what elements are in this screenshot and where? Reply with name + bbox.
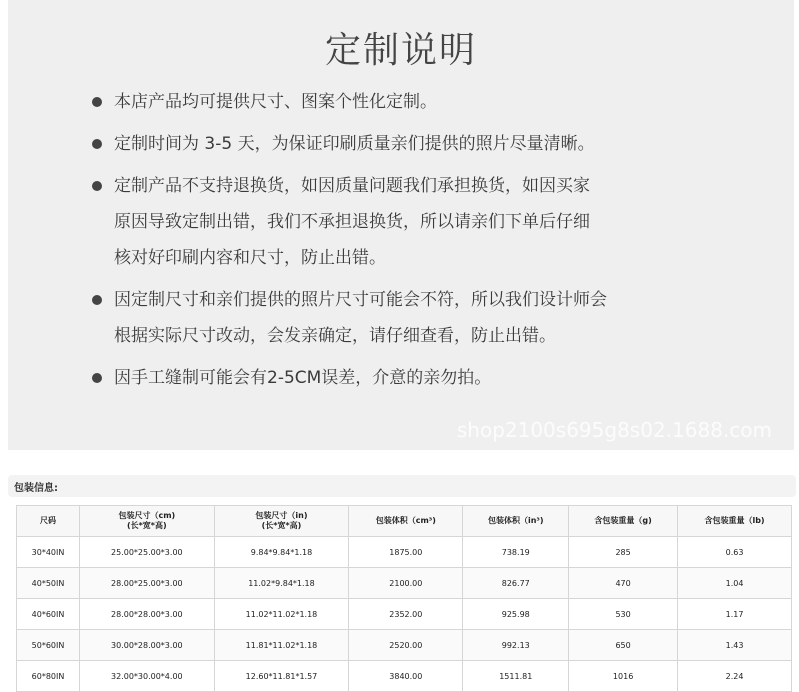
table-cell: 11.02*9.84*1.18 [214, 568, 349, 599]
bullet-icon [92, 373, 102, 383]
column-header-line: 尺码 [40, 516, 56, 525]
table-cell: 1511.81 [463, 661, 569, 692]
table-cell: 30.00*28.00*3.00 [80, 630, 215, 661]
notice-line: 定制时间为 3-5 天，为保证印刷质量亲们提供的照片尽量清晰。 [114, 134, 595, 154]
table-cell: 30*40IN [17, 537, 80, 568]
notice-line: 根据实际尺寸改动，会发亲确定，请仔细查看，防止出错。 [114, 326, 556, 346]
table-row [17, 568, 792, 599]
table-cell: 826.77 [463, 568, 569, 599]
notice-line: 因手工缝制可能会有2-5CM误差，介意的亲勿拍。 [114, 368, 492, 388]
bullet-icon [92, 181, 102, 191]
custom-notice-banner [8, 0, 794, 450]
table-cell: 3840.00 [349, 661, 463, 692]
column-header-line: 包装体积（cm³) [375, 516, 436, 525]
table-cell: 738.19 [463, 537, 569, 568]
notice-item [90, 282, 770, 354]
table-cell: 285 [569, 537, 678, 568]
column-header [569, 506, 678, 537]
column-header-line: 含包装重量（lb) [704, 516, 765, 525]
package-info-label: 包装信息: [14, 483, 58, 494]
table-cell: 32.00*30.00*4.00 [80, 661, 215, 692]
table-row [17, 599, 792, 630]
notice-item [90, 168, 770, 276]
table-cell: 1.43 [678, 630, 792, 661]
table-cell: 1.17 [678, 599, 792, 630]
table-cell: 650 [569, 630, 678, 661]
notice-item [90, 126, 770, 162]
table-cell: 60*80IN [17, 661, 80, 692]
notice-item [90, 84, 770, 120]
table-cell: 925.98 [463, 599, 569, 630]
bullet-icon [92, 295, 102, 305]
column-header-line: 包装尺寸（cm) [118, 511, 176, 520]
column-header [80, 506, 215, 537]
notice-line: 本店产品均可提供尺寸、图案个性化定制。 [114, 92, 437, 112]
column-header [214, 506, 349, 537]
table-cell: 0.63 [678, 537, 792, 568]
page-title: 定制说明 [324, 30, 477, 71]
table-cell: 1.04 [678, 568, 792, 599]
table-cell: 530 [569, 599, 678, 630]
bullet-icon [92, 139, 102, 149]
package-table [16, 505, 792, 692]
table-row [17, 537, 792, 568]
table-cell: 25.00*25.00*3.00 [80, 537, 215, 568]
notice-item [90, 360, 770, 396]
column-header [17, 506, 80, 537]
table-cell: 11.81*11.02*1.18 [214, 630, 349, 661]
table-cell: 992.13 [463, 630, 569, 661]
table-cell: 40*60IN [17, 599, 80, 630]
table-cell: 11.02*11.02*1.18 [214, 599, 349, 630]
column-header-line: 包装体积（in³) [487, 516, 544, 525]
column-header-line: (长*宽*高) [126, 521, 167, 530]
table-header-row [17, 506, 792, 537]
column-header [678, 506, 792, 537]
notice-line: 原因导致定制出错，我们不承担退换货，所以请亲们下单后仔细 [114, 212, 590, 232]
column-header-line: 包装尺寸（in) [255, 511, 308, 520]
notice-line: 因定制尺寸和亲们提供的照片尺寸可能会不符，所以我们设计师会 [114, 290, 607, 310]
table-cell: 2352.00 [349, 599, 463, 630]
table-cell: 28.00*28.00*3.00 [80, 599, 215, 630]
table-cell: 1016 [569, 661, 678, 692]
table-cell: 2100.00 [349, 568, 463, 599]
table-cell: 1875.00 [349, 537, 463, 568]
table-cell: 12.60*11.81*1.57 [214, 661, 349, 692]
table-cell: 28.00*25.00*3.00 [80, 568, 215, 599]
table-row [17, 630, 792, 661]
table-cell: 2.24 [678, 661, 792, 692]
table-cell: 50*60IN [17, 630, 80, 661]
notice-line: 定制产品不支持退换货，如因质量问题我们承担换货，如因买家 [114, 176, 590, 196]
column-header-line: 含包装重量（g) [594, 516, 652, 525]
table-cell: 40*50IN [17, 568, 80, 599]
column-header [463, 506, 569, 537]
table-cell: 470 [569, 568, 678, 599]
table-cell: 9.84*9.84*1.18 [214, 537, 349, 568]
package-info-header [8, 475, 796, 497]
bullet-icon [92, 97, 102, 107]
column-header-line: (长*宽*高) [261, 521, 302, 530]
table-cell: 2520.00 [349, 630, 463, 661]
column-header [349, 506, 463, 537]
notice-list [90, 84, 770, 402]
table-body [17, 537, 792, 692]
shop-watermark: shop2100s695g8s02.1688.com [456, 418, 772, 442]
notice-line: 核对好印刷内容和尺寸，防止出错。 [114, 248, 386, 268]
